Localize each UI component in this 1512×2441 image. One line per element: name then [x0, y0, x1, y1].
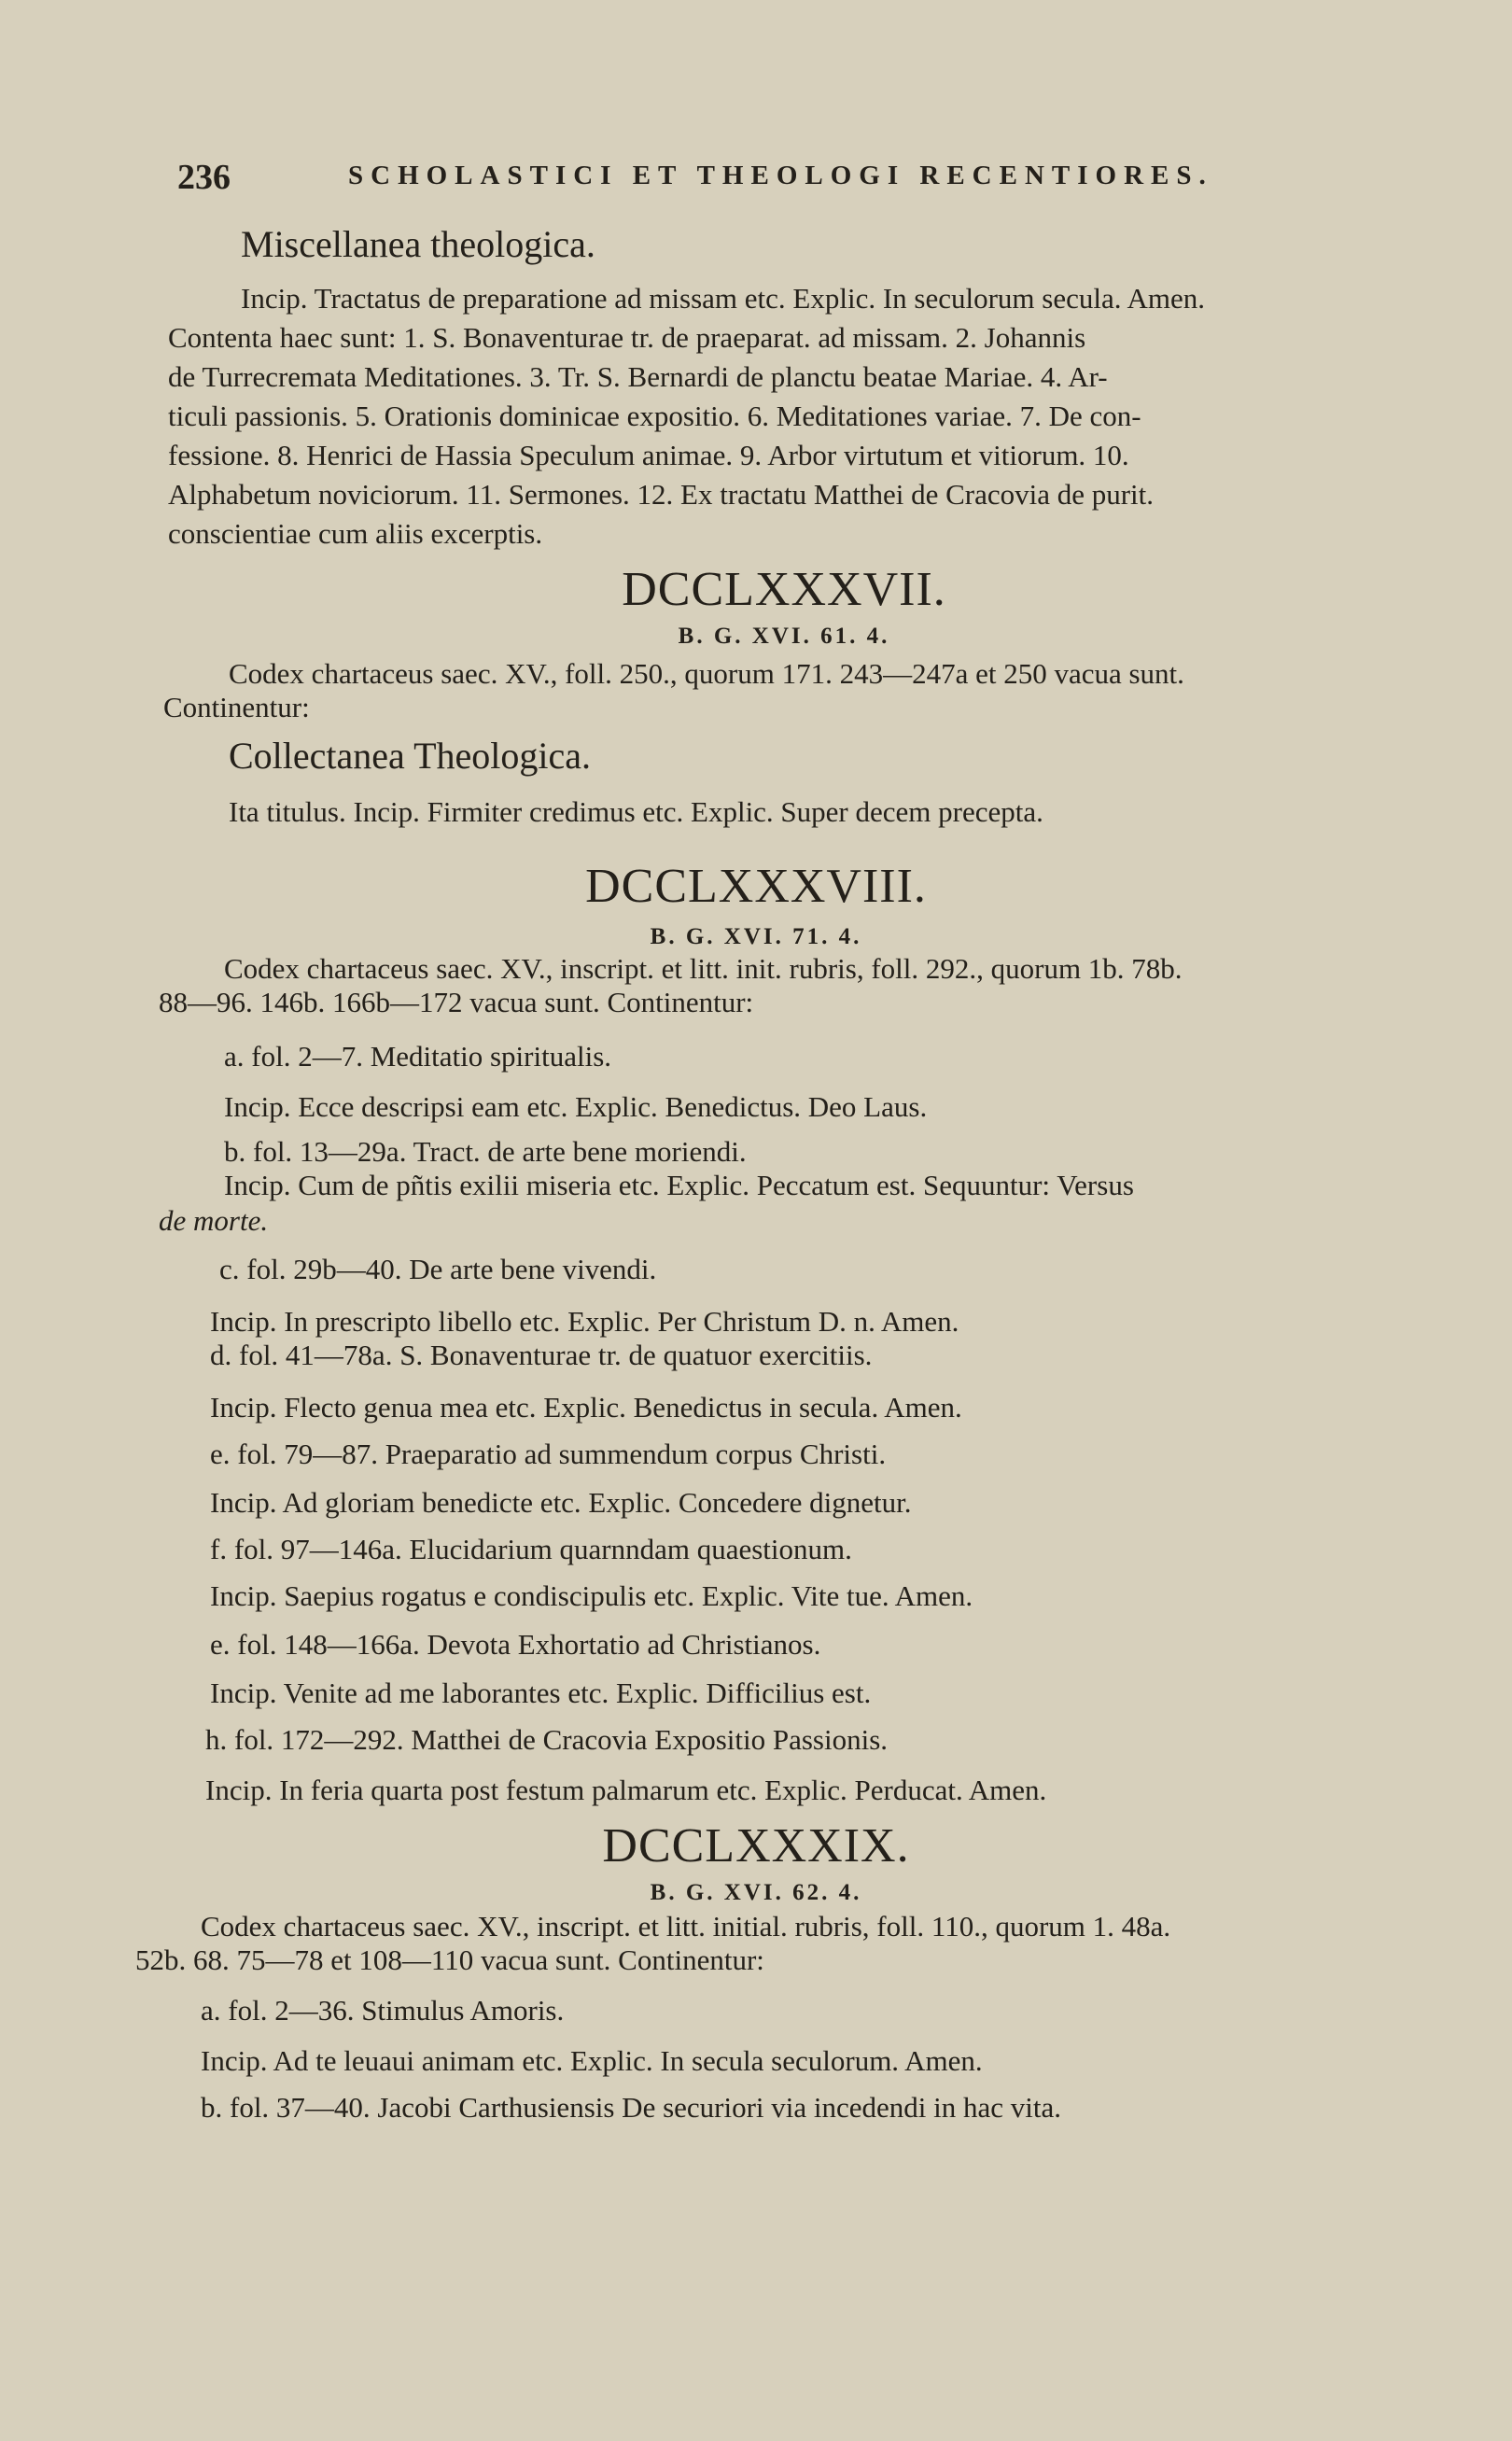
text-line: a. fol. 2—36. Stimulus Amoris.	[201, 1994, 565, 2027]
text-line: Codex chartaceus saec. XV., inscript. et litt. initial. rubris, foll. 110., quorum 1. 48a.	[201, 1910, 1171, 1943]
shelfmark-788: B. G. XVI. 71. 4.	[650, 924, 862, 949]
text-line: de Turrecremata Meditationes. 3. Tr. S. Bernardi de planctu beatae Mariae. 4. Ar-	[168, 360, 1108, 393]
text-line: Incip. Flecto genua mea etc. Explic. Benedictus in secula. Amen.	[210, 1391, 962, 1424]
text-line: ticuli passionis. 5. Orationis dominicae expositio. 6. Meditationes variae. 7. De con-	[168, 400, 1141, 432]
text-line: a. fol. 2—7. Meditatio spiritualis.	[224, 1040, 612, 1073]
shelfmark-789: B. G. XVI. 62. 4.	[650, 1880, 862, 1905]
text-line: Codex chartaceus saec. XV., foll. 250., quorum 171. 243—247a et 250 vacua sunt.	[229, 657, 1184, 690]
entry-number-788: DCCLXXXVIII.	[585, 860, 927, 913]
text-line: f. fol. 97—146a. Elucidarium quarnndam quaestionum.	[210, 1533, 852, 1565]
text-line: Continentur:	[163, 691, 310, 723]
text-line: conscientiae cum aliis excerptis.	[168, 517, 543, 550]
text-line: Incip. In prescripto libello etc. Explic. Per Christum D. n. Amen.	[210, 1305, 959, 1338]
text-line: Incip. Venite ad me laborantes etc. Explic. Difficilius est.	[210, 1676, 872, 1709]
text-line: b. fol. 37—40. Jacobi Carthusiensis De securiori via incedendi in hac vita.	[201, 2091, 1062, 2124]
page-header	[177, 157, 1279, 203]
text-line: fessione. 8. Henrici de Hassia Speculum animae. 9. Arbor virtutum et vitiorum. 10.	[168, 439, 1129, 471]
text-line: 52b. 68. 75—78 et 108—110 vacua sunt. Continentur:	[135, 1943, 764, 1976]
text-line: Incip. Tractatus de preparatione ad missam etc. Explic. In seculorum secula. Amen.	[241, 282, 1206, 315]
entry-number-787: DCCLXXXVII.	[622, 563, 946, 616]
text-line: Contenta haec sunt: 1. S. Bonaventurae tr. de praeparat. ad missam. 2. Johannis	[168, 321, 1086, 354]
text-line: Incip. Ad gloriam benedicte etc. Explic. Concedere dignetur.	[210, 1486, 912, 1519]
text-line: e. fol. 148—166a. Devota Exhortatio ad Christianos.	[210, 1628, 821, 1661]
shelfmark-787: B. G. XVI. 61. 4.	[678, 624, 890, 649]
page-number: 236	[177, 158, 231, 197]
text-line: Incip. In feria quarta post festum palmarum etc. Explic. Perducat. Amen.	[205, 1774, 1047, 1806]
text-line: e. fol. 79—87. Praeparatio ad summendum corpus Christi.	[210, 1438, 887, 1470]
text-line: Codex chartaceus saec. XV., inscript. et litt. init. rubris, foll. 292., quorum 1b. 78b.	[224, 952, 1183, 985]
text-line: b. fol. 13—29a. Tract. de arte bene moriendi.	[224, 1135, 747, 1168]
running-head: SCHOLASTICI ET THEOLOGI RECENTIORES.	[348, 161, 1213, 190]
section-title-collectanea: Collectanea Theologica.	[229, 735, 591, 777]
text-line: Incip. Saepius rogatus e condiscipulis etc. Explic. Vite tue. Amen.	[210, 1579, 973, 1612]
text-line: c. fol. 29b—40. De arte bene vivendi.	[219, 1253, 657, 1285]
text-line: 88—96. 146b. 166b—172 vacua sunt. Continentur:	[159, 986, 754, 1018]
text-line: h. fol. 172—292. Matthei de Cracovia Expositio Passionis.	[205, 1723, 889, 1756]
section-title-miscellanea: Miscellanea theologica.	[241, 223, 595, 265]
incipit-787: Ita titulus. Incip. Firmiter credimus etc. Explic. Super decem precepta.	[229, 795, 1043, 828]
text-line: Incip. Cum de pñtis exilii miseria etc. Explic. Peccatum est. Sequuntur: Versus	[224, 1169, 1134, 1201]
text-line: d. fol. 41—78a. S. Bonaventurae tr. de quatuor exercitiis.	[210, 1339, 873, 1371]
entry-number-789: DCCLXXXIX.	[602, 1819, 910, 1873]
text-line: Incip. Ad te leuaui animam etc. Explic. In secula seculorum. Amen.	[201, 2044, 983, 2077]
text-line: Alphabetum noviciorum. 11. Sermones. 12. Ex tractatu Matthei de Cracovia de purit.	[168, 478, 1155, 511]
text-line: de morte.	[159, 1204, 269, 1237]
text-line: Incip. Ecce descripsi eam etc. Explic. Benedictus. Deo Laus.	[224, 1090, 928, 1123]
